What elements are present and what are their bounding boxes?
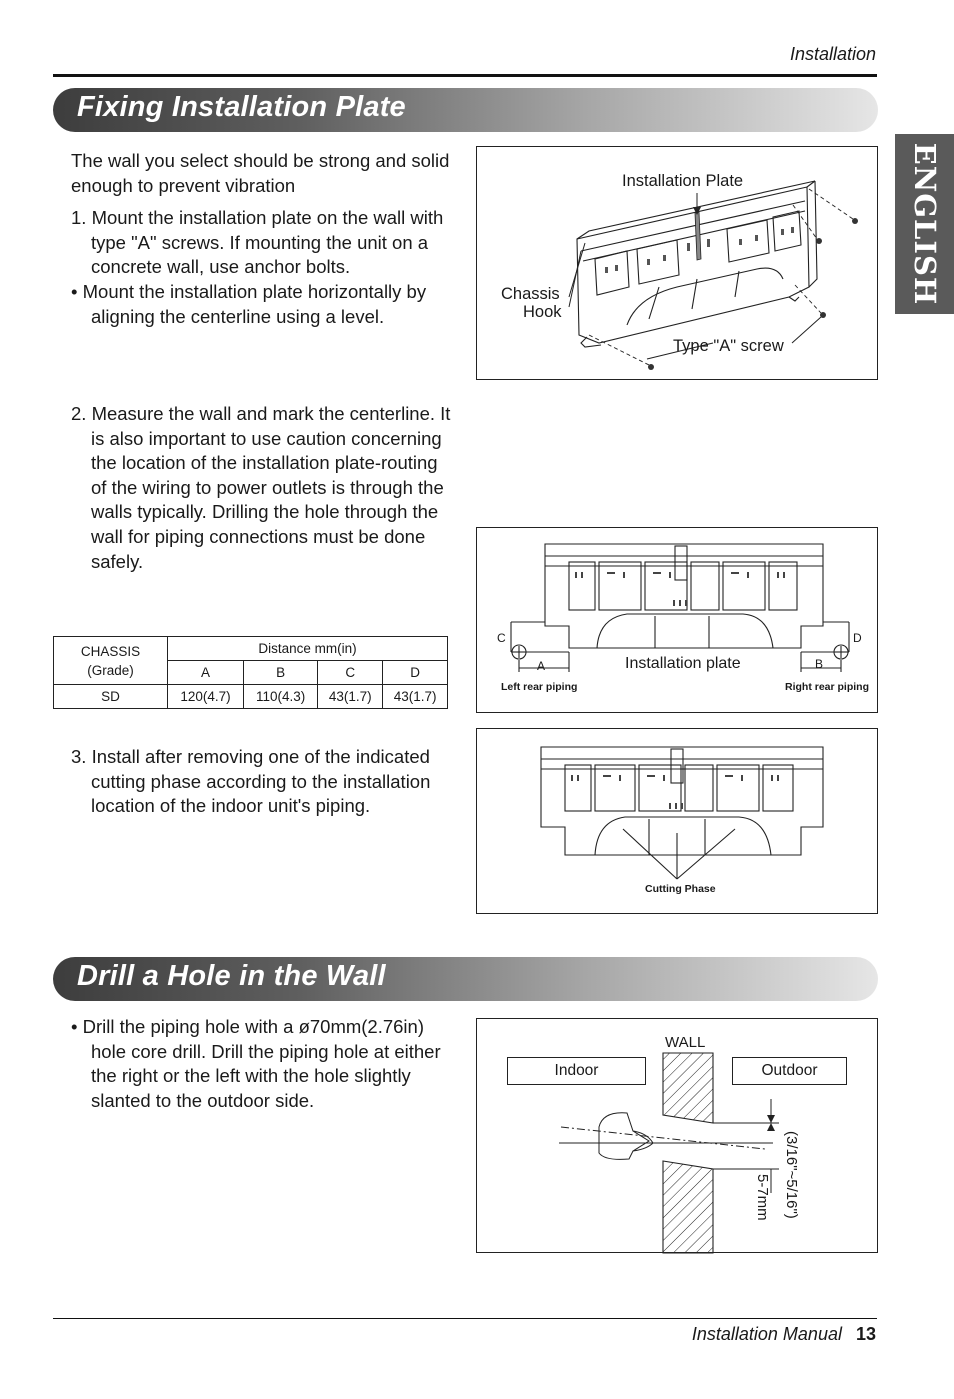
table-cell-c: 43(1.7) xyxy=(318,685,383,709)
step-1-bullet: • Mount the installation plate horizontally by aligning the centerline using a level. xyxy=(71,281,427,327)
fig4-outdoor-box: Outdoor xyxy=(732,1057,847,1085)
fig1-installation-plate-label: Installation Plate xyxy=(622,172,744,190)
fig1-hook-label: Hook xyxy=(523,303,562,321)
header-rule xyxy=(53,74,877,77)
table-chassis-header-line2: (Grade) xyxy=(87,662,134,678)
footer xyxy=(692,1324,876,1345)
fig2-label-b: B xyxy=(815,657,824,671)
drill-hole-drawing xyxy=(477,1019,879,1254)
fig2-label-a: A xyxy=(537,659,546,673)
section-title-fixing: Fixing Installation Plate xyxy=(77,91,406,123)
header-section-label: Installation xyxy=(789,44,876,64)
distance-table xyxy=(53,636,448,709)
figure-installation-plate xyxy=(476,146,878,380)
table-col-c: C xyxy=(318,661,383,685)
language-tab-label: ENGLISH xyxy=(907,142,942,306)
step-3: 3. Install after removing one of the indicated cutting phase according to the installation location of the indoor unit's piping. xyxy=(71,746,431,817)
fig1-screw-label: Type "A" screw xyxy=(673,337,784,355)
table-chassis-header xyxy=(54,637,168,685)
fig2-label-d: D xyxy=(853,631,862,645)
fig1-chassis-label: Chassis xyxy=(501,285,560,303)
fig3-cutting-phase-label: Cutting Phase xyxy=(645,883,716,895)
section-banner-fixing xyxy=(53,88,878,132)
table-row-label: SD xyxy=(54,685,168,709)
figure-cutting-phase xyxy=(476,728,878,914)
fig2-label-c: C xyxy=(497,631,506,645)
table-col-a: A xyxy=(168,661,244,685)
step-2: 2. Measure the wall and mark the centerline. It is also important to use caution concerning the location of the installation plate-routing of the wiring to power outlets is through the walls typically. Drilling the hole through the wall for piping connections must be done safely. xyxy=(71,403,451,572)
table-cell-a: 120(4.7) xyxy=(168,685,244,709)
language-tab xyxy=(895,134,954,314)
footer-rule xyxy=(53,1318,877,1319)
fig4-wall-label: WALL xyxy=(665,1034,706,1051)
table-cell-b: 110(4.3) xyxy=(243,685,317,709)
table-cell-d: 43(1.7) xyxy=(383,685,448,709)
fig4-indoor-box: Indoor xyxy=(507,1057,646,1085)
fig2-right-piping-label: Right rear piping xyxy=(785,681,869,693)
page-number: 13 xyxy=(855,1324,876,1344)
drill-bullet: • Drill the piping hole with a ø70mm(2.76in) hole core drill. Drill the piping hole at either the right or the left with the hole slightly slanted to the outdoor side. xyxy=(71,1016,441,1111)
section-title-drill: Drill a Hole in the Wall xyxy=(77,960,386,992)
step-1: 1. Mount the installation plate on the wall with type "A" screws. If mounting the unit on a concrete wall, use anchor bolts. xyxy=(71,207,444,278)
section-banner-drill xyxy=(53,957,878,1001)
table-distance-header: Distance mm(in) xyxy=(168,637,448,661)
intro-paragraph: The wall you select should be strong and solid enough to prevent vibration xyxy=(71,150,450,196)
table-chassis-header-line1: CHASSIS xyxy=(80,643,141,659)
fig4-inch-label: (3/16"~5/16") xyxy=(783,1131,800,1219)
fig4-mm-label: 5-7mm xyxy=(754,1174,771,1221)
figure-piping-distances xyxy=(476,527,878,713)
table-col-d: D xyxy=(383,661,448,685)
table-col-b: B xyxy=(243,661,317,685)
fig2-left-piping-label: Left rear piping xyxy=(501,681,578,693)
footer-manual-label: Installation Manual xyxy=(691,1324,842,1344)
fig2-plate-label: Installation plate xyxy=(625,655,741,672)
figure-drill-hole xyxy=(476,1018,878,1253)
